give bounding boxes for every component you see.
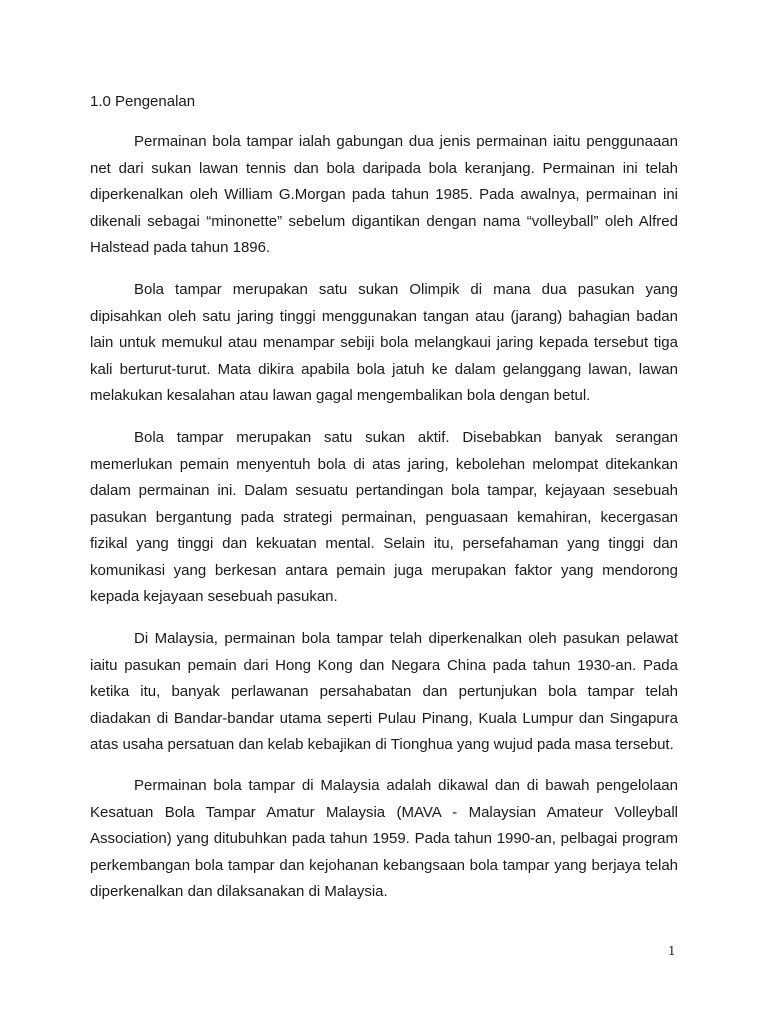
section-heading: 1.0 Pengenalan	[90, 93, 196, 110]
paragraph-malaysia-history: Di Malaysia, permainan bola tampar telah diperkenalkan oleh pasukan pelawat iaitu pasukan pemain dari Hong Kong dan Negara China pada tahun 1930-an. Pada ketika itu, banyak perlawanan persahabatan dan pertunjukan bola tampar telah diadakan di Bandar-bandar utama seperti Pulau Pinang, Kuala Lumpur dan Singapura atas usaha persatuan dan kelab kebajikan di Tionghua yang wujud pada masa tersebut.	[90, 630, 678, 753]
page-number: 1	[668, 944, 676, 958]
paragraph-active-sport: Bola tampar merupakan satu sukan aktif. Disebabkan banyak serangan memerlukan pemain menyentuh bola di atas jaring, kebolehan melompat ditekankan dalam permainan ini. Dalam sesuatu pertandingan bola tampar, kejayaan sesebuah pasukan bergantung pada strategi permainan, penguasaan kemahiran, kecergasan fizikal yang tinggi dan kekuatan mental. Selain itu, persefahaman yang tinggi dan komunikasi yang berkesan antara pemain juga merupakan faktor yang mendorong kepada kejayaan sesebuah pasukan.	[90, 429, 678, 605]
paragraph-mava: Permainan bola tampar di Malaysia adalah dikawal dan di bawah pengelolaan Kesatuan Bola Tampar Amatur Malaysia (MAVA - Malaysian Amateur Volleyball Association) yang ditubuhkan pada tahun 1959. Pada tahun 1990-an, pelbagai program perkembangan bola tampar dan kejohanan kebangsaan bola tampar yang berjaya telah diperkenalkan dan dilaksanakan di Malaysia.	[90, 777, 678, 900]
paragraph-introduction: Permainan bola tampar ialah gabungan dua jenis permainan iaitu penggunaaan net dari sukan lawan tennis dan bola daripada bola keranjang. Permainan ini telah diperkenalkan oleh William G.Morgan pada tahun 1985. Pada awalnya, permainan ini dikenali sebagai “minonette” sebelum digantikan dengan nama “volleyball” oleh Alfred Halstead pada tahun 1896.	[90, 133, 678, 256]
paragraph-olympic-sport: Bola tampar merupakan satu sukan Olimpik di mana dua pasukan yang dipisahkan oleh satu jaring tinggi menggunakan tangan atau (jarang) bahagian badan lain untuk memukul atau menampar sebiji bola melangkaui jaring kepada tersebut tiga kali berturut-turut. Mata dikira apabila bola jatuh ke dalam gelanggang lawan, lawan melakukan kesalahan atau lawan gagal mengembalikan bola dengan betul.	[90, 281, 678, 404]
